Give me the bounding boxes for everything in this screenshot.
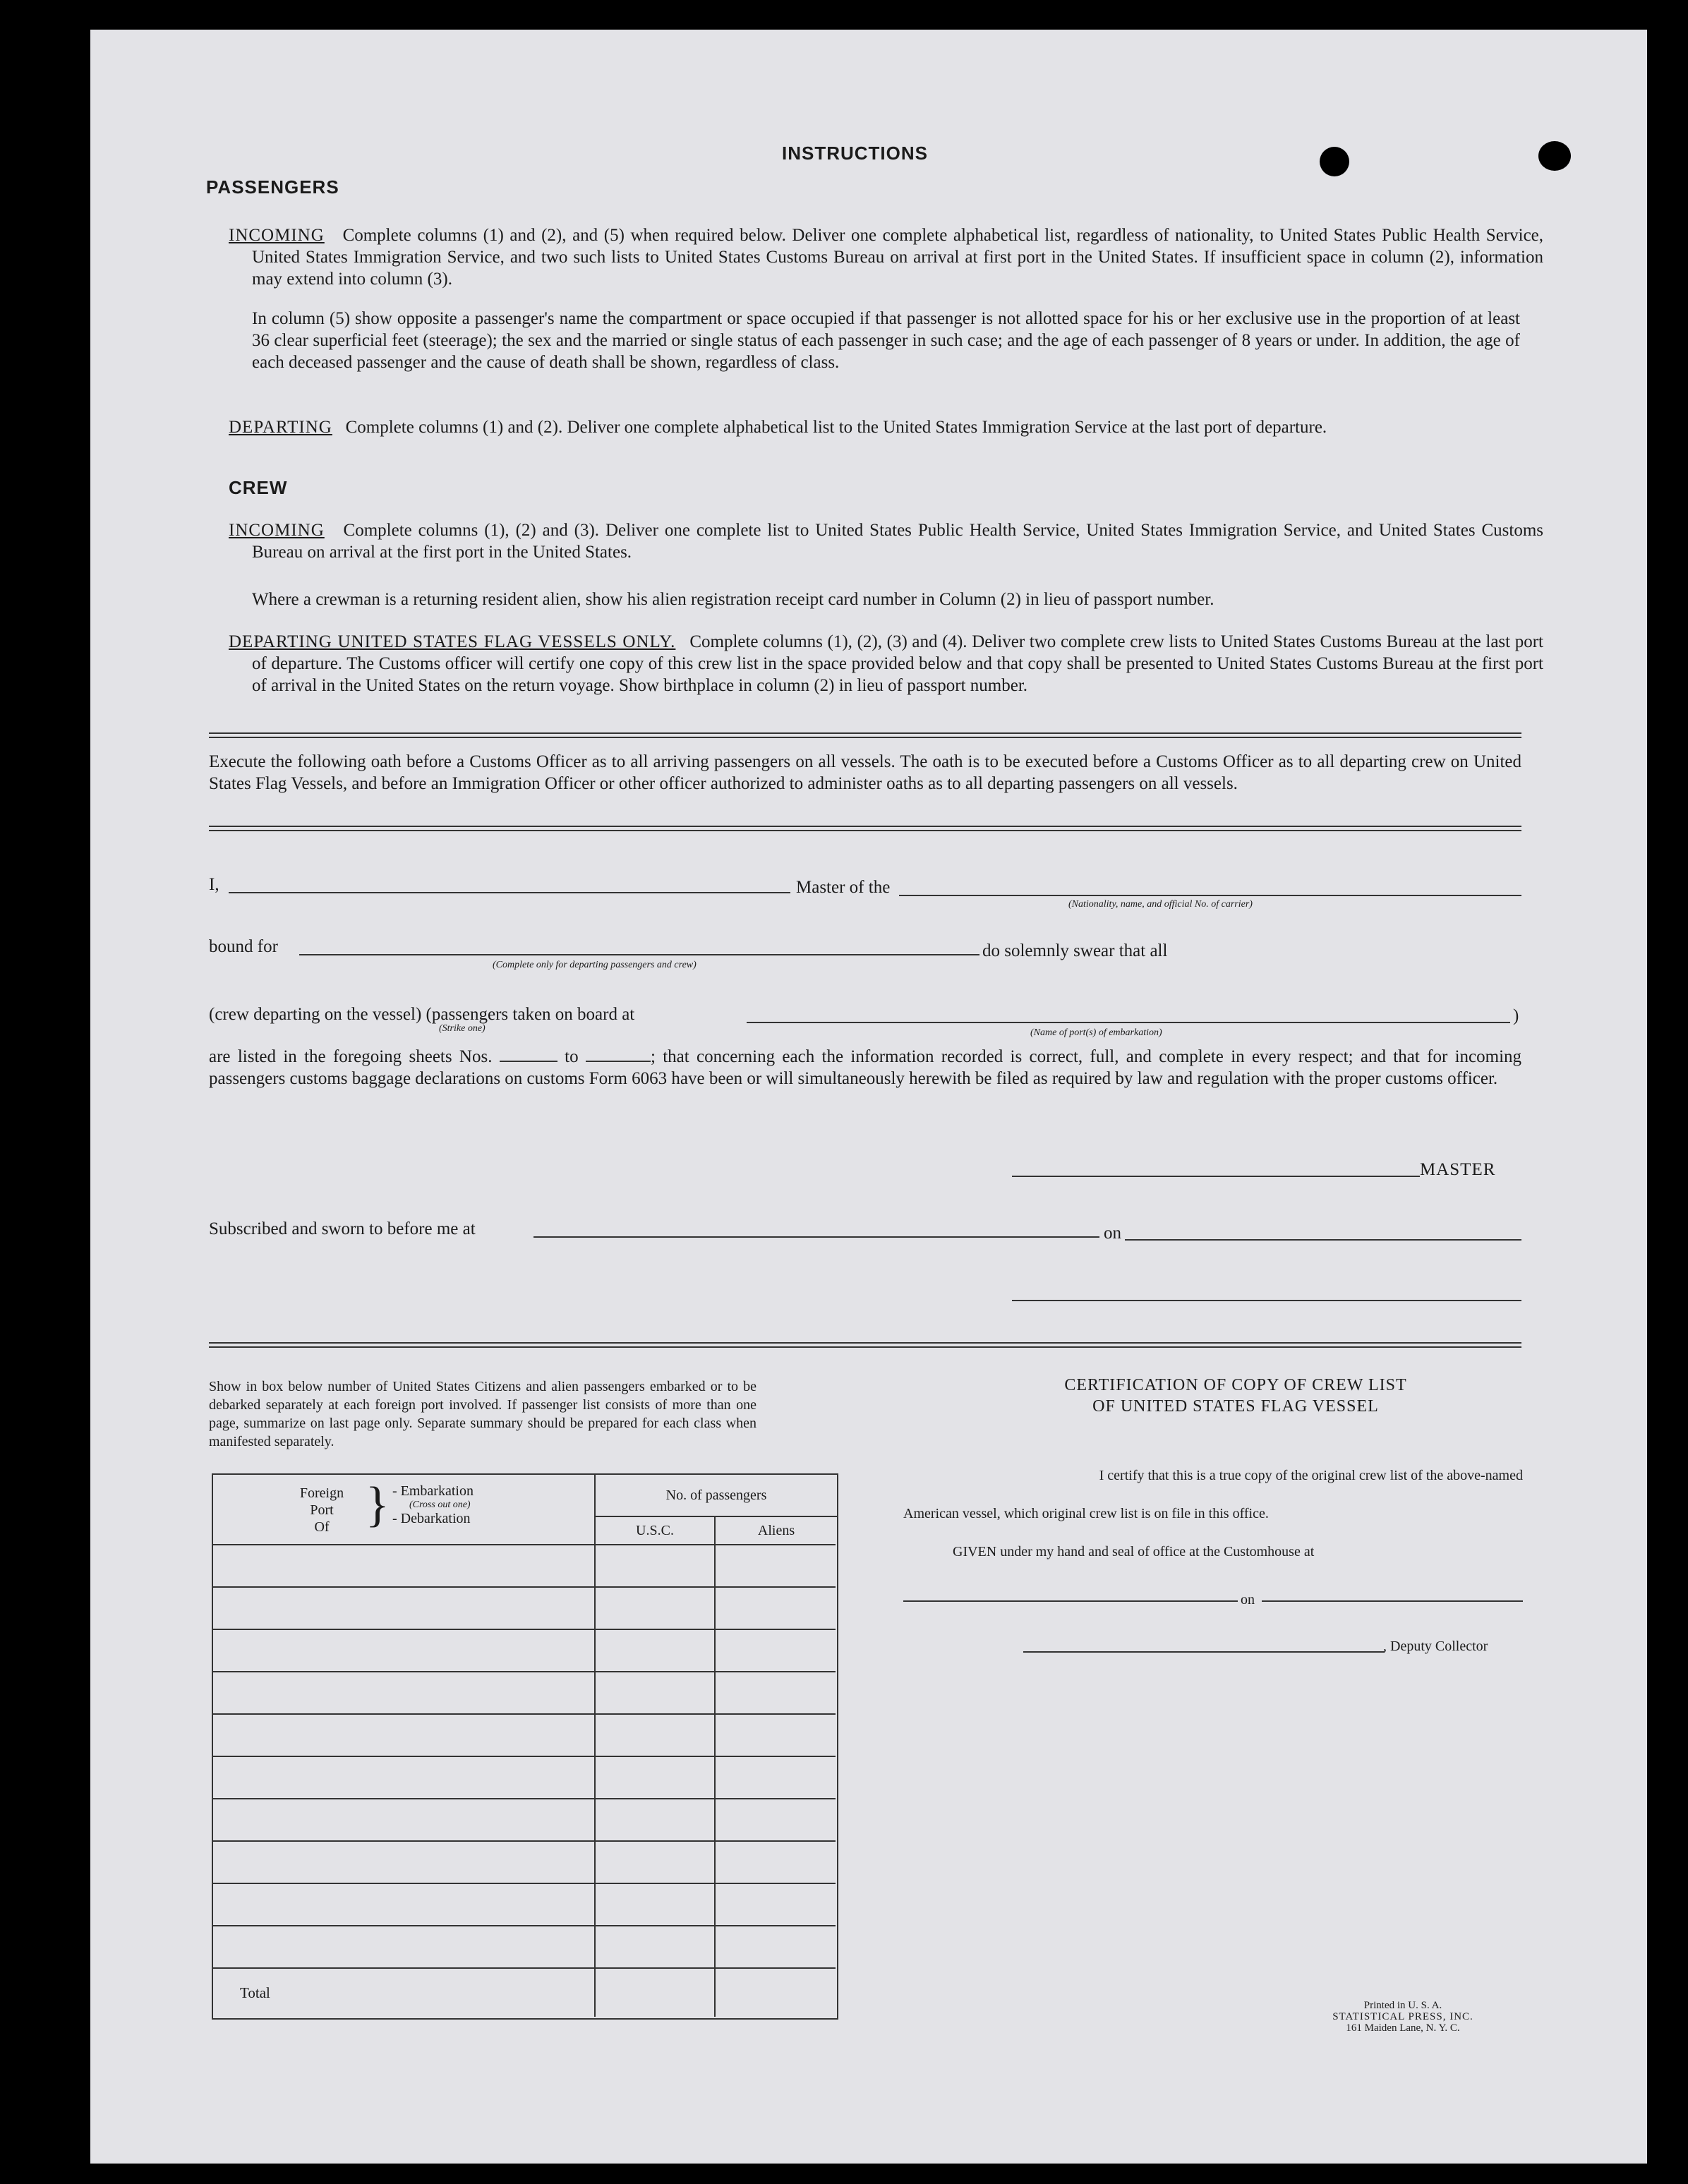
departing-label: DEPARTING	[229, 418, 332, 437]
master-name-field[interactable]	[229, 892, 790, 893]
crew-incoming-text: Complete columns (1), (2) and (3). Deliver one complete list to United States Public Health Service, United States Immigration Service, and United States Customs Bureau on arrival at the first port in the United States.	[252, 521, 1544, 562]
table-row[interactable]	[213, 1671, 836, 1672]
punch-hole-right	[1538, 141, 1571, 171]
listed-paragraph	[209, 1046, 1521, 1090]
printer-line1: Printed in U. S. A.	[1363, 2000, 1442, 2011]
deputy-collector-label: , Deputy Collector	[1383, 1639, 1488, 1654]
close-paren: )	[1513, 1006, 1519, 1025]
printer-line3: 161 Maiden Lane, N. Y. C.	[1346, 2022, 1460, 2034]
printer-imprint	[1304, 2000, 1502, 2034]
crewman-paragraph: Where a crewman is a returning resident alien, show his alien registration receipt card number in Column (2) in lieu of passport number.	[252, 590, 1214, 609]
subscribed-on: on	[1104, 1224, 1121, 1243]
passengers-departing-paragraph	[229, 416, 1543, 438]
aliens-header: Aliens	[757, 1523, 795, 1538]
port-label: Port	[310, 1502, 334, 1518]
swear-text: do solemnly swear that all	[982, 941, 1168, 960]
table-col-divider-1	[594, 1475, 596, 2017]
given-line: GIVEN under my hand and seal of office at the Customhouse at	[953, 1544, 1315, 1559]
table-col-divider-2	[714, 1517, 716, 2017]
table-row[interactable]	[213, 1756, 836, 1757]
table-row[interactable]	[213, 1544, 836, 1545]
oath-i-label: I,	[209, 875, 219, 894]
table-row[interactable]	[213, 1629, 836, 1630]
sheet-to-field[interactable]	[586, 1046, 651, 1062]
table-row[interactable]	[213, 1925, 836, 1926]
column5-paragraph: In column (5) show opposite a passenger's name the compartment or space occupied if that passenger is not allotted space for his or her exclusive use in the proportion of at least 36 clear superficial feet (steerage); the sex and the married or single status of each passenger in such case; and the age of each passenger of 8 years or under. In addition, the age of each deceased passenger and the cause of death shall be shown, regardless of class.	[252, 309, 1520, 372]
form-sheet	[90, 30, 1647, 2164]
carrier-field[interactable]	[899, 895, 1521, 896]
passengers-incoming-paragraph	[229, 224, 1543, 290]
listed-text-1: are listed in the foregoing sheets Nos.	[209, 1047, 493, 1066]
master-of-label: Master of the	[796, 878, 891, 897]
embarkation-port-field[interactable]	[747, 1022, 1510, 1023]
listed-to: to	[565, 1047, 579, 1066]
cross-out-label: (Cross out one)	[409, 1500, 471, 1510]
embarkation-label: - Embarkation	[392, 1483, 474, 1499]
foreign-port-of-label	[287, 1485, 357, 1536]
punch-hole-left	[1320, 147, 1349, 176]
double-rule-oath	[209, 826, 1521, 831]
master-signature-field[interactable]	[1012, 1176, 1420, 1177]
total-label: Total	[240, 1984, 270, 2001]
table-row[interactable]	[213, 1798, 836, 1799]
table-row[interactable]	[213, 1840, 836, 1842]
subscribed-label: Subscribed and sworn to before me at	[209, 1219, 476, 1238]
certification-title-line2: OF UNITED STATES FLAG VESSEL	[1092, 1397, 1379, 1416]
departing-flag-paragraph	[229, 631, 1543, 696]
strike-caption: (Strike one)	[439, 1023, 486, 1034]
embark-debark-labels	[392, 1483, 474, 1527]
foreign-label: Foreign	[299, 1485, 344, 1501]
departing-flag-text: Complete columns (1), (2), (3) and (4). Deliver two complete crew lists to United States Customs Bureau at the last port of departure. The Customs officer will certify one copy of this crew list in the space provided below and that copy shall be presented to United States Customs Bureau at the first port of arrival in the United States on the return voyage. Show birthplace in column (2) in lieu of passport number.	[252, 632, 1544, 695]
table-row[interactable]	[213, 1883, 836, 1884]
crew-departing-text: (crew departing on the vessel) (passengers taken on board at	[209, 1005, 635, 1024]
listed-text-2: ; that concerning each the information recorded is correct, full, and complete in every respect; and that for incoming passengers customs baggage declarations on customs Form 6063 have been or will simultaneously herewith be filed as required by law and regulation with the proper customs officer.	[209, 1047, 1522, 1088]
certification-date-field[interactable]	[1262, 1600, 1523, 1602]
carrier-caption: (Nationality, name, and official No. of carrier)	[1068, 899, 1253, 910]
incoming-label: INCOMING	[229, 226, 325, 245]
debarkation-label: - Debarkation	[392, 1511, 471, 1526]
brace-icon: }	[366, 1478, 390, 1532]
no-of-passengers-header: No. of passengers	[665, 1488, 767, 1503]
table-row[interactable]	[213, 1713, 836, 1715]
passengers-heading: PASSENGERS	[206, 176, 339, 198]
subscribed-date-field[interactable]	[1125, 1239, 1521, 1241]
crew-incoming-paragraph	[229, 519, 1543, 563]
certify-line1: I certify that this is a true copy of the original crew list of the above-named	[1099, 1468, 1523, 1483]
certification-title	[950, 1375, 1521, 1417]
summary-table	[212, 1473, 838, 2020]
double-rule-bottom	[209, 1342, 1521, 1348]
departing-flag-label: DEPARTING UNITED STATES FLAG VESSELS ONLY.	[229, 632, 676, 651]
officer-signature-field[interactable]	[1012, 1300, 1521, 1301]
double-rule-top	[209, 732, 1521, 738]
customhouse-field[interactable]	[903, 1600, 1238, 1602]
sheet-from-field[interactable]	[500, 1046, 557, 1062]
printer-line2: STATISTICAL PRESS, INC.	[1332, 2011, 1473, 2022]
incoming-text: Complete columns (1) and (2), and (5) when required below. Deliver one complete alphabetical list, regardless of nationality, to United States Public Health Service, United States Immigration Service, and two such lists to United States Customs Bureau on arrival at first port in the United States. If insufficient space in column (2), information may extend into column (3).	[252, 226, 1544, 289]
deputy-signature-field[interactable]	[1023, 1651, 1385, 1653]
instructions-title: INSTRUCTIONS	[782, 143, 928, 164]
certification-title-line1: CERTIFICATION OF COPY OF CREW LIST	[1064, 1376, 1407, 1394]
bound-caption: (Complete only for departing passengers and crew)	[493, 960, 697, 970]
crew-heading: CREW	[229, 477, 288, 498]
table-header-subrule	[594, 1516, 837, 1517]
bound-for-label: bound for	[209, 937, 278, 956]
master-label: MASTER	[1420, 1160, 1496, 1179]
departing-text: Complete columns (1) and (2). Deliver one complete alphabetical list to the United States Immigration Service at the last port of departure.	[345, 418, 1327, 437]
certification-on: on	[1241, 1592, 1255, 1607]
table-row[interactable]	[213, 1586, 836, 1588]
certify-line2: American vessel, which original crew list is on file in this office.	[903, 1506, 1269, 1521]
summary-note: Show in box below number of United States Citizens and alien passengers embarked or to be debarked separately at each foreign port involved. If passenger list consists of more than one page, summarize on last page only. Separate summary should be prepared for each class when manifested separately.	[209, 1379, 756, 1449]
port-caption: (Name of port(s) of embarkation)	[1030, 1027, 1162, 1038]
bound-for-field[interactable]	[299, 954, 979, 955]
usc-header: U.S.C.	[636, 1523, 674, 1538]
oath-note: Execute the following oath before a Customs Officer as to all arriving passengers on all vessels. The oath is to be executed before a Customs Officer as to all departing crew on United States Flag Vessels, and before an Immigration Officer or other officer authorized to administer oaths as to all departing passengers on all vessels.	[209, 752, 1521, 793]
subscribed-place-field[interactable]	[533, 1236, 1099, 1238]
crew-incoming-label: INCOMING	[229, 521, 325, 540]
of-label: Of	[314, 1519, 330, 1535]
table-row[interactable]	[213, 1967, 836, 1969]
